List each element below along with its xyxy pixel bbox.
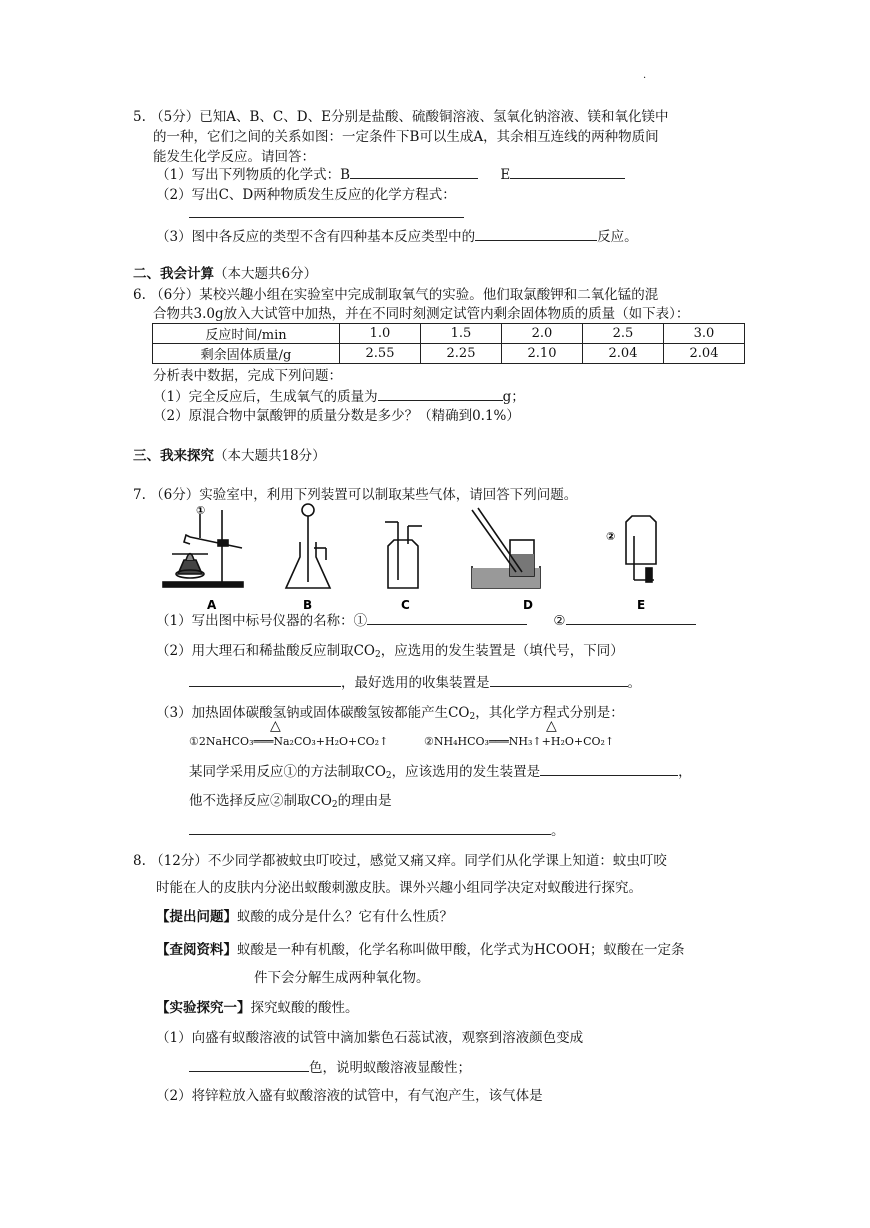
label-d: D (523, 598, 533, 612)
q8-info-line2: 件下会分解生成两种氧化物。 (254, 970, 430, 986)
apparatus-a (163, 510, 243, 587)
label-c: C (401, 598, 410, 612)
q5-stem-line3: 能发生化学反应。请回答： (153, 149, 315, 165)
table-cell: 1.0 (340, 324, 421, 344)
q6-stem-line2: 合物共3.0g放入大试管中加热，并在不同时刻测定试管内剩余固体物质的质量（如下表）： (153, 306, 690, 322)
table-cell: 2.10 (502, 344, 583, 364)
q6-stem-line1: 6. （6分）某校兴趣小组在实验室中完成制取氧气的实验。他们取氯酸钾和二氧化锰的混 (133, 287, 659, 303)
label-e: E (637, 598, 646, 612)
q7-part2-answers: ，最好选用的收集装置是 。 (189, 672, 641, 693)
delta-symbol-1: △ (270, 718, 281, 734)
q8-part2: （2）将锌粒放入盛有蚁酸溶液的试管中，有气泡产生，该气体是 (156, 1088, 543, 1104)
q5-part2-answer-line[interactable] (189, 203, 464, 224)
q7-part1: （1）写出图中标号仪器的名称：① ② (156, 610, 696, 631)
q5-part2: （2）写出C、D两种物质发生反应的化学方程式： (156, 187, 456, 203)
delta-symbol-2: △ (546, 718, 557, 734)
q5-answer-b-blank[interactable] (350, 164, 478, 179)
q5-part1: （1）写出下列物质的化学式：B E (156, 164, 625, 185)
table-header-cell: 剩余固体质量/g (153, 344, 340, 364)
table-cell: 3.0 (664, 324, 745, 344)
q6-part1: （1）完全反应后，生成氧气的质量为 g； (153, 386, 525, 407)
q6-oxygen-mass-blank[interactable] (378, 386, 503, 401)
apparatus-c (385, 522, 422, 588)
q8-question: 【提出问题】蚁酸的成分是什么？它有什么性质？ (156, 909, 453, 925)
q7-part3: （3）加热固体碳酸氢钠或固体碳酸氢铵都能产生$CO_2$，其化学方程式分别是： (156, 705, 624, 722)
table-row (153, 344, 745, 364)
q7-instrument-1-blank[interactable] (367, 610, 527, 625)
equation-2: ②NH₄HCO₃═══NH₃↑+H₂O+CO₂↑ (424, 735, 615, 748)
table-cell: 2.25 (421, 344, 502, 364)
q7-reason-blank[interactable] (189, 820, 551, 835)
mark-1: ① (196, 504, 206, 517)
q7-collector-blank[interactable] (490, 672, 628, 687)
table-cell: 2.04 (583, 344, 664, 364)
q5-answer-e-blank[interactable] (510, 164, 625, 179)
q7-reason-answer-line: 。 (189, 820, 565, 841)
table-cell: 2.5 (583, 324, 664, 344)
apparatus-d (472, 508, 540, 588)
table-cell: 2.0 (502, 324, 583, 344)
q7-part2: （2）用大理石和稀盐酸反应制取$CO_2$，应选用的发生装置是（填代号，下同） (156, 643, 624, 660)
q5-part3: （3）图中各反应的类型不含有四种基本反应类型中的 反应。 (156, 226, 638, 247)
table-cell: 2.55 (340, 344, 421, 364)
q5-reaction-type-blank[interactable] (475, 226, 597, 241)
q7-instrument-2-blank[interactable] (566, 610, 696, 625)
q6-analysis: 分析表中数据，完成下列问题： (153, 368, 342, 384)
q7-part4: 某同学采用反应①的方法制取$CO_2$，应该选用的发生装置是 ， (189, 761, 692, 786)
q7-stem: 7. （6分）实验室中，利用下列装置可以制取某些气体，请回答下列问题。 (133, 487, 578, 503)
table-row (153, 324, 745, 344)
mark-2: ② (606, 530, 616, 543)
data-table (152, 323, 745, 364)
q8-part1: （1）向盛有蚁酸溶液的试管中滴加紫色石蕊试液，观察到溶液颜色变成 (156, 1030, 584, 1046)
q8-stem-line1: 8. （12分）不少同学都被蚊虫叮咬过，感觉又痛又痒。同学们从化学课上知道：蚊虫叮咬 (133, 853, 667, 869)
q8-color-blank[interactable] (189, 1057, 309, 1072)
q5-stem-line2: 的一种，它们之间的关系如图：一定条件下B可以生成A，其余相互连线的两种物质间 (153, 129, 659, 145)
corner-mark: . (643, 70, 647, 81)
section-2-heading: 二、我会计算（本大题共6分） (133, 266, 318, 282)
q7-generator-blank[interactable] (189, 672, 341, 687)
table-header-cell: 反应时间/min (153, 324, 340, 344)
equation-1: ①2NaHCO₃═══Na₂CO₃+H₂O+CO₂↑ (189, 735, 389, 748)
apparatus-figure (160, 502, 662, 612)
q6-part2: （2）原混合物中氯酸钾的质量分数是多少？（精确到0.1%） (153, 408, 520, 424)
q8-info: 【查阅资料】蚁酸是一种有机酸，化学名称叫做甲酸，化学式为HCOOH；蚁酸在一定条 (156, 942, 685, 958)
q8-experiment-1: 【实验探究一】探究蚁酸的酸性。 (156, 1000, 359, 1016)
apparatus-e (626, 516, 656, 582)
table-cell: 2.04 (664, 344, 745, 364)
table-cell: 1.5 (421, 324, 502, 344)
q7-part5: 他不选择反应②制取$CO_2$的理由是 (189, 793, 392, 810)
section-3-heading: 三、我来探究（本大题共18分） (133, 448, 326, 464)
q8-part1-answer: 色，说明蚁酸溶液显酸性； (189, 1057, 471, 1078)
label-a: A (207, 598, 217, 612)
q8-stem-line2: 时能在人的皮肤内分泌出蚁酸刺激皮肤。课外兴趣小组同学决定对蚁酸进行探究。 (156, 880, 642, 896)
q7-reaction1-device-blank[interactable] (540, 761, 678, 776)
label-b: B (303, 598, 313, 612)
q5-stem-line1: 5. （5分）已知A、B、C、D、E分别是盐酸、硫酸铜溶液、氢氧化钠溶液、镁和氧化镁中 (133, 109, 669, 125)
apparatus-b (286, 504, 330, 588)
